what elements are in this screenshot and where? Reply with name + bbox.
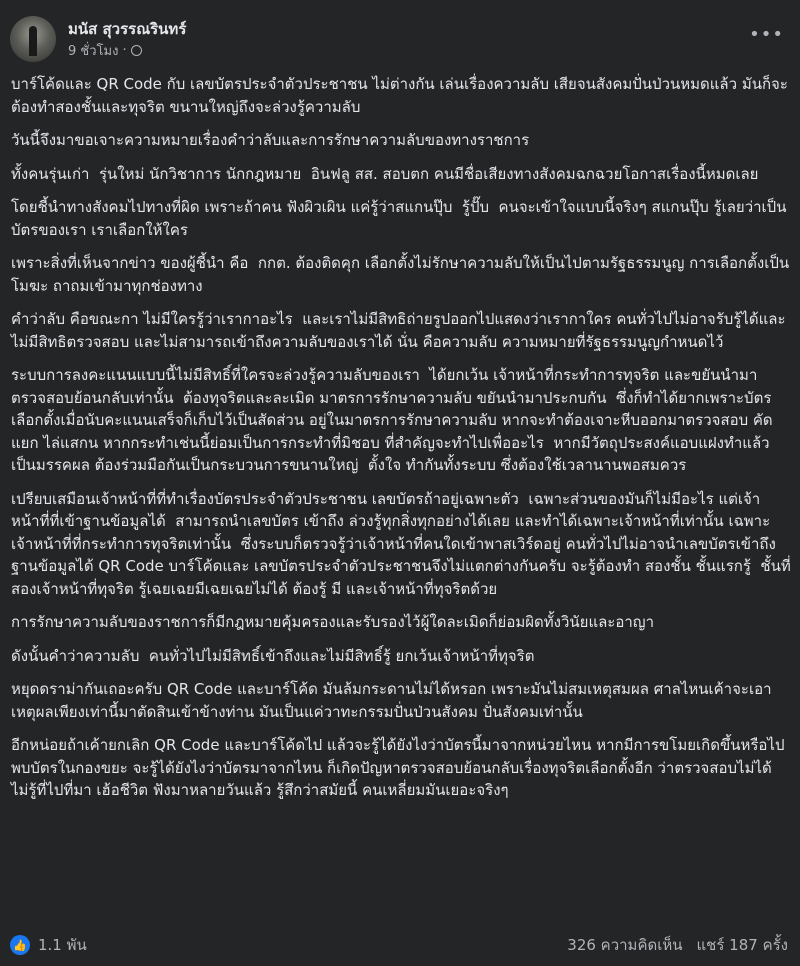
paragraph: เพราะสิ่งที่เห็นจากข่าว ของผู้ชี้นำ ￼คือ กกต. ต้องติดคุก เลือกตั้งไม่รักษาความลับให้เป็นไปตามรัฐธรรมนูญ การเลือกตั้งเป็นโมฆะ ถาถมเข้ามาทุกช่องทาง ￼: [11, 254, 790, 295]
paragraph: อีกหน่อยถ้าเค้ายกเลิก QR Code และบาร์โค้ดไป ￼แล้วจะรู้ได้ยังไงว่าบัตรนี้มาจากหน่วยไหน หากมีการขโมยเกิดขึ้นหรือไปพบบัตรในกองขยะ จะรู้ได้ยังไงว่าบัตรมาจากไหน ￼ก็เกิดปัญหาตรวจสอบย้อนกลับเรื่องทุจริตเลือกตั้งอีก ว่าตรวจสอบไม่ได้ ไม่รู้ที่ไปที่มา เฮ้อชีวิต ฟังมาหลายวันแล้ว รู้สึกว่าสมัยนี้ คนเหลี่ยมมันเยอะจริงๆ ￼: [11, 736, 785, 799]
paragraph: เปรียบเสมือนเจ้าหน้าที่ที่ทำเรื่องบัตรประจำตัวประชาชน เลขบัตรถ้าอยู่เฉพาะตัว เฉพาะส่วนของมันก็ไม่มีอะไร แต่เจ้าหน้าที่ที่เข้าฐานข้อมูลได้ สามารถนำเลขบัตร เข้าถึง ล่วงรู้ทุกสิ่งทุกอย่างได้เลย และทำได้เฉพาะเจ้าหน้าที่เท่านั้น เฉพาะเจ้าหน้าที่ที่กระทำการทุจริตเท่านั้น ￼ ซึ่งระบบก็ตรวจรู้ว่าเจ้าหน้าที่คนใดเข้าพาสเวิร์ดอยู่ ￼คนทั่วไปไม่อาจนำเลขบัตรเข้าถึงฐานข้อมูลได้ QR Code บาร์โค้ดและ เลขบัตรประจำตัวประชาชนจึงไม่แตกต่างกันครับ จะรู้ต้องทำ สองชั้น ชั้นแรกรู้ ชั้นที่สองเจ้าหน้าที่ทุจริต รู้เฉยเฉยมีเฉยเฉยไม่ได้ ต้องรู้ มี และเจ้าหน้าที่ทุจริตด้วย￼: [11, 489, 791, 598]
paragraph: การรักษาความลับของราชการก็มีกฎหมายคุ้มครองและรับรองไว้ผู้ใดละเมิดก็ย่อมผิดทั้งวินัยและอาญา ￼: [11, 613, 659, 631]
paragraph: หยุดดราม่ากันเถอะครับ QR Code และบาร์โค้ด มันล้มกระดานไม่ได้หรอก เพราะมันไม่สมเหตุสมผล ศาลไหนเค้าจะเอาเหตุผลเพียงเท่านี้มาตัดสินเข้าข้างท่าน มันเป็นแค่วาทะกรรมปั่นป่วนสังคม ปั่นสังคมเท่านั้น ￼: [11, 680, 772, 721]
author-name[interactable]: มนัส สุวรรณรินทร์: [68, 20, 187, 38]
avatar[interactable]: [10, 16, 56, 62]
paragraph: ดังนั้นคำว่าความลับ คนทั่วไปไม่มีสิทธิ์เข้าถึงและไม่มีสิทธิ์รู้ ยกเว้นเจ้าหน้าที่ทุจริต: [11, 646, 535, 665]
post-meta: [68, 40, 142, 61]
reaction-count[interactable]: 1.1 พัน: [38, 936, 87, 954]
post-body: [11, 73, 791, 813]
more-options-button[interactable]: •••: [749, 24, 784, 45]
paragraph: คำว่าลับ คือขณะกา ไม่มีใครรู้ว่าเรากาอะไร ￼ และเราไม่มีสิทธิถ่ายรูปออกไปแสดงว่าเรากาใคร คนทั่วไปไม่อาจรับรู้ได้และไม่มีสิทธิตรวจสอบ และไม่สามารถเข้าถึงความลับของเราได้ นั่น คือความลับ ความหมายที่รัฐธรรมนูญกำหนดไว้: [11, 310, 786, 351]
comment-count[interactable]: 326 ความคิดเห็น: [567, 936, 683, 954]
paragraph: ระบบการลงคะแนนแบบนี้ไม่มีสิทธิ์ที่ใครจะล่วงรู้ความลับของเรา ได้ยกเว้น เจ้าหน้าที่กระทำการทุจริต และขยันนำมาตรวจสอบย้อนกลับเท่านั้น ต้องทุจริตและละเมิด มาตรการรักษาความลับ ขยันนำมาประกบกัน ￼ ซึ่งก็ทำได้ยากเพราะบัตรเลือกตั้งเมื่อนับคะแนนเสร็จก็เก็บไว้เป็นสัดส่วน อยู่ในมาตรการรักษาความลับ ￼หากจะทำต้องเจาะหีบออกมาตรวจสอบ คัดแยก ไล่แสกน หากกระทำเช่นนี้ย่อม￼เป็นการกระทำที่มิชอบ ที่สำคัญจะทำไปเพื่ออะไร หากมีวัตถุประสงค์แอบแฝงทำแล้วเป็นมรรคผล ต้องร่วมมือกันเป็นกระบวนการขนานใหญ่ ￼ ตั้งใจ ทำกันทั้งระบบ ซึ่งต้องใช้เวลานานพอสมควร ￼: [11, 366, 773, 474]
post-header: [10, 14, 790, 64]
paragraph: ทั้งคนรุ่นเก่า รุ่นใหม่ นักวิชาการ ￼นักกฎหมาย อินฟลู สส. สอบตก คนมีชื่อเสียงทางสังคม￼ฉกฉวยโอกาสเรื่องนี้หมดเลย: [11, 164, 759, 183]
post-footer: [10, 932, 788, 958]
globe-icon: [131, 45, 142, 56]
paragraph: วันนี้จึงมาขอเจาะความหมายเรื่องคำว่าลับและการรักษาความลับของทางราชการ ￼: [11, 131, 534, 149]
separator: ·: [122, 43, 127, 58]
paragraph: โดยชี้นำทางสังคมไปทางที่ผิด เพราะถ้าคน ￼ฟังผิวเผิน ￼แค่รู้ว่าสแกนปุ๊บ รู้ปั๊บ คนจะเข้าใจแบบนี้จริงๆ สแกนปุ๊บ ￼รู้เลยว่าเป็นบัตรของเรา เราเลือกให้ใคร: [11, 198, 787, 239]
share-count[interactable]: แชร์ 187 ครั้ง: [696, 936, 788, 954]
paragraph: บาร์โค้ดและ QR Code กับ เลขบัตรประจำตัวประชาชน ไม่ต่างกัน เล่นเรื่องความลับ เสียจนสังคมปั่นป่วนหมดแล้ว มันก็จะต้องทำสองชั้นและทุจริต ขนานใหญ่ถึงจะล่วงรู้ความลับ ￼: [11, 75, 788, 116]
post-time[interactable]: 9 ชั่วโมง: [68, 44, 119, 59]
thumbs-up-icon: 👍: [10, 935, 30, 955]
